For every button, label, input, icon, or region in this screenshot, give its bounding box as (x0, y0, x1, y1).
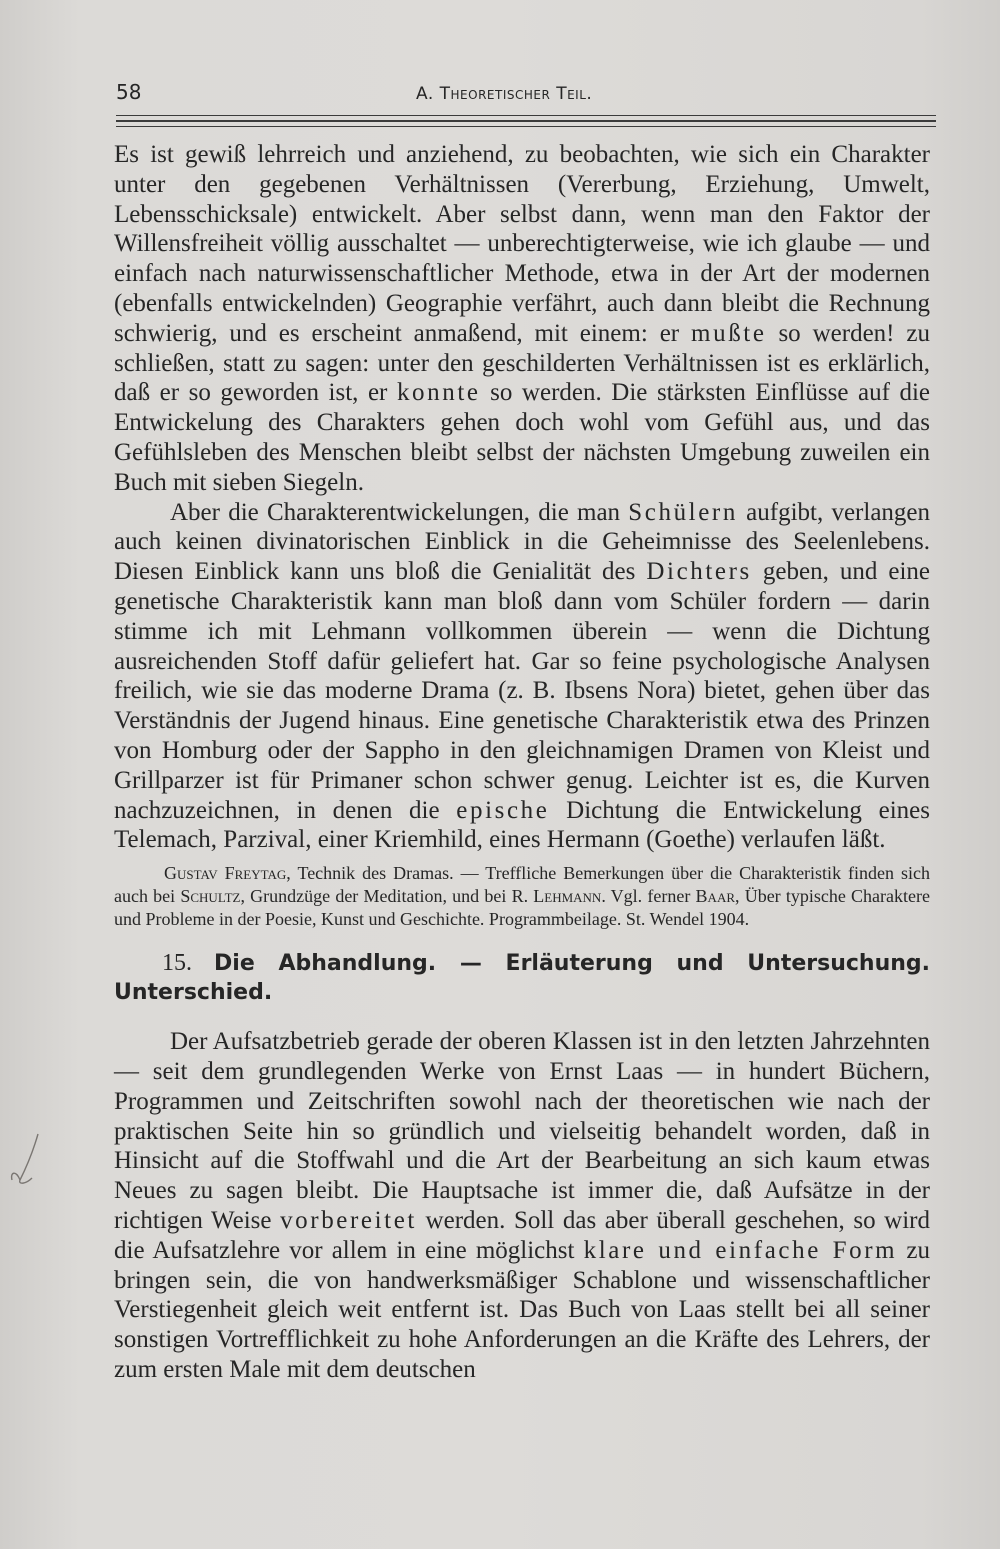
paragraph-text: Dichtung die Entwickelung eines Telemach, Parzival, einer Kriemhild, eines Hermann (Goethe) verlaufen läßt. (114, 796, 930, 854)
header-rule-bottom (116, 126, 936, 127)
author-name: Baar (695, 886, 735, 907)
author-name: R. Lehmann (511, 886, 602, 907)
page-body (114, 140, 930, 1385)
paragraph-essay-practice (114, 1027, 930, 1385)
running-head: A. Theoretischer Teil. (416, 84, 593, 104)
note-text: , Grundzüge der Meditation, und bei (240, 886, 512, 907)
page-header (116, 76, 936, 106)
literature-note (114, 862, 930, 931)
emphasis-text: mußte (691, 319, 767, 347)
section-number: 15. (162, 950, 192, 977)
paragraph-text: so werden. Die stärksten Einflüsse auf die Entwickelung des Charakters gehen doch wohl vom Gefühl aus, und das Gefühlsleben des Menschen bleibt selbst der nächsten Umgebung zuweilen ein Buch mit sieben Siegeln. (114, 379, 930, 496)
note-text: , Technik des Dramas. — Treffliche Bemerkungen über die Charakteristik finden sich auch bei (114, 863, 931, 907)
paragraph-text: aufgibt, verlangen auch keinen divinatorischen Einblick in die Geheimnisse des Seelenlebens. Diesen Einblick kann uns bloß die Genialität des (114, 498, 931, 586)
header-rule-top (116, 115, 936, 116)
emphasis-text: konnte (396, 379, 481, 407)
emphasis-text: vorbereitet (280, 1206, 417, 1234)
paragraph-text: so werden! zu schließen, statt zu sagen: unter den geschilderten Verhältnissen ist es erklärlich, daß er so geworden ist, er (114, 319, 930, 407)
paragraph-text: Aber die Charakterentwickelungen, die man (170, 498, 629, 526)
paragraph-text: werden. Soll das aber überall geschehen, so wird die Aufsatzlehre vor allem in eine möglichst (114, 1206, 930, 1264)
handwritten-margin-mark (6, 1130, 54, 1190)
emphasis-text: klare und einfache Form (583, 1236, 898, 1264)
paragraph-text: Es ist gewiß lehrreich und anziehend, zu beobachten, wie sich ein Charakter unter den gegebenen Verhältnissen (Vererbung, Erziehung, Umwelt, Lebensschicksale) entwickelt. Aber selbst dann, wenn man den Faktor der Willensfreiheit völlig ausschaltet — unberechtigterweise, wie ich glaube — und einfach nach naturwissenschaftlicher Methode, etwa in der Art der modernen (ebenfalls entwickelnden) Geographie verfährt, auch dann bleibt die Rechnung schwierig, und es erscheint anmaßend, mit einem: er (114, 141, 930, 347)
header-rule-middle (116, 120, 936, 122)
author-name: Gustav Freytag (164, 863, 287, 884)
paragraph-text: zu bringen sein, die von handwerksmäßiger Schablone und wissenschaftlicher Verstiegenheit gleich weit entfernt ist. Das Buch von Laas stellt bei all seiner sonstigen Vortrefflichkeit zu hohe Anforderungen an die Kräfte des Lehrers, der zum ersten Male mit dem deutschen (114, 1236, 931, 1383)
emphasis-text: Dichters (646, 558, 752, 586)
note-text: . Vgl. ferner (601, 886, 696, 907)
paragraph-student-characterization (114, 498, 930, 856)
author-name: Schultz (180, 886, 241, 907)
section-heading (114, 949, 930, 1007)
section-title: Die Abhandlung. — Erläuterung und Untersuchung. Unterschied. (114, 951, 930, 1006)
page-number: 58 (116, 80, 142, 104)
emphasis-text: epische (456, 796, 550, 824)
paragraph-character-development (114, 140, 930, 498)
paragraph-text: Der Aufsatzbetrieb gerade der oberen Klassen ist in den letzten Jahrzehnten — seit dem grundlegenden Werke von Ernst Laas — in hundert Büchern, Programmen und Zeitschriften sowohl nach der theoretischen wie nach der praktischen Seite hin so gründlich und vielseitig behandelt worden, daß in Hinsicht auf die Stoffwahl und die Art der Bearbeitung an sich kaum etwas Neues zu sagen bleibt. Die Hauptsache ist immer die, daß Aufsätze in der richtigen Weise (114, 1028, 930, 1234)
paragraph-text: geben, und eine genetische Charakteristik kann man bloß dann vom Schüler fordern — darin stimme ich mit Lehmann vollkommen überein — wenn die Dichtung ausreichenden Stoff dafür geliefert hat. Gar so feine psychologische Analysen freilich, wie sie das moderne Drama (z. B. Ibsens Nora) bietet, gehen über das Verständnis der Jugend hinaus. Eine genetische Charakteristik etwa des Prinzen von Homburg oder der Sappho in den gleichnamigen Dramen von Kleist und Grillparzer ist für Primaner schon schwer genug. Leichter ist es, die Kurven nachzuzeichnen, in denen die (114, 558, 930, 824)
note-text: , Über typische Charaktere und Probleme in der Poesie, Kunst und Geschichte. Programmbeilage. St. Wendel 1904. (114, 886, 931, 930)
emphasis-text: Schülern (628, 498, 738, 526)
